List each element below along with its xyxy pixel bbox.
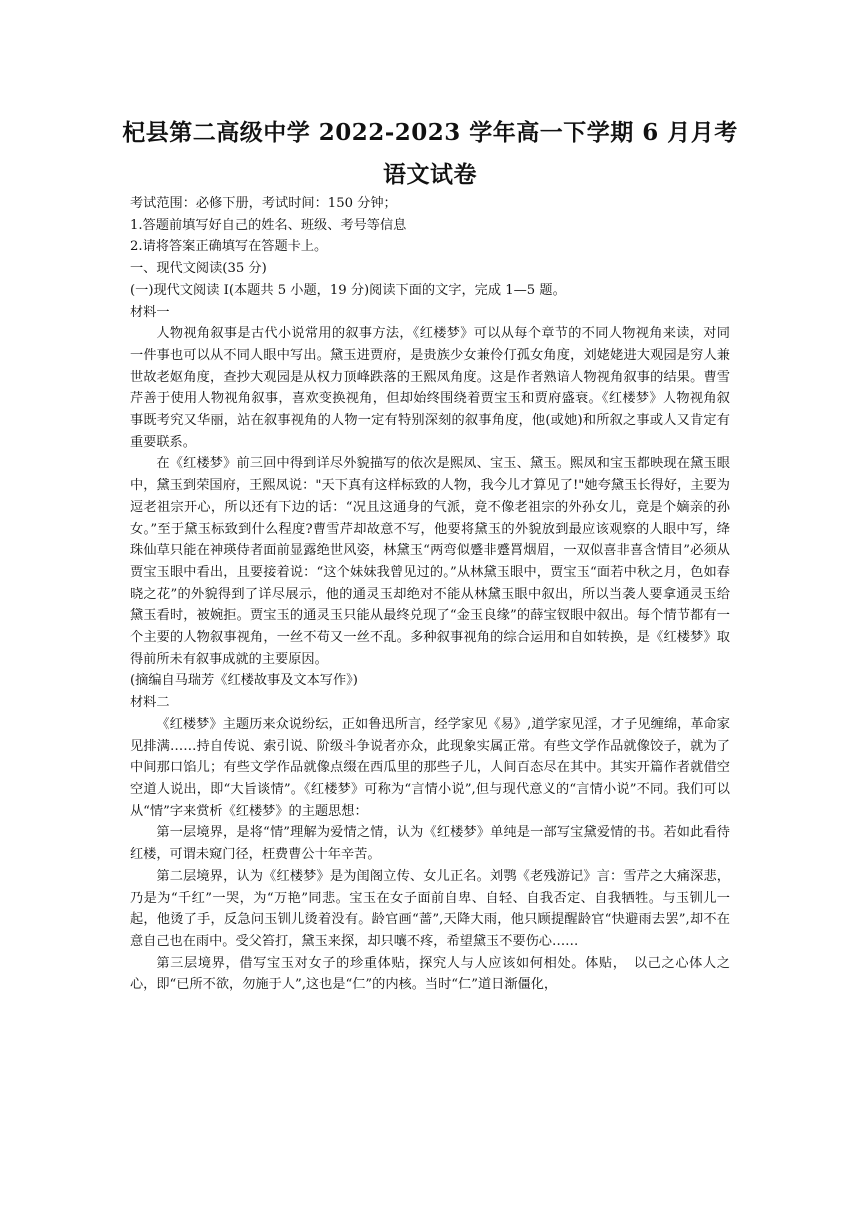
section-heading: 一、现代文阅读(35 分) bbox=[130, 261, 267, 277]
material-1-source: (摘编自马瑞芳《红楼故事及文本写作》) bbox=[130, 673, 358, 689]
subsection-heading: (一)现代文阅读 I(本题共 5 小题，19 分)阅读下面的文字，完成 1—5 题。 bbox=[130, 282, 566, 298]
exam-title: 杞县第二高级中学 2022-2023 学年高一下学期 6 月月考 bbox=[122, 119, 738, 146]
material-2-paragraph: 第三层境界，借写宝玉对女子的珍重体贴，探究人与人应该如何相处。体贴， 以己之心体人之心，即“已所不欲，勿施于人”,这也是“仁”的内核。当时“仁”道日渐僵化， bbox=[130, 955, 730, 993]
material-2-paragraph: 第二层境界，认为《红楼梦》是为闺阁立传、女儿正名。刘鹗《老残游记》言：雪芹之大痛深悲，乃是为“千红”一哭，为“万艳”同悲。宝玉在女子面前自卑、自轻、自我否定、自我牺牲。与玉钏儿一起，他烫了手，反急问玉钏儿烫着没有。龄官画“蔷”,天降大雨，他只顾提醒龄官“快避雨去罢”,却不在意自己也在雨中。受父笞打，黛玉来探，却只嚷不疼，希望黛玉不要伤心…… bbox=[130, 868, 730, 949]
material-2-label: 材料二 bbox=[130, 695, 170, 711]
instruction-1: 1.答题前填写好自己的姓名、班级、考号等信息 bbox=[130, 217, 407, 233]
material-2-paragraph: 第一层境界，是将“情”理解为爱情之情，认为《红楼梦》单纯是一部写宝黛爱情的书。若如此看待红楼，可谓未窥门径，枉费曹公十年辛苦。 bbox=[130, 825, 730, 863]
material-1-paragraph: 在《红楼梦》前三回中得到详尽外貌描写的依次是熙凤、宝玉、黛玉。熙凤和宝玉都映现在黛玉眼中，黛玉到荣国府，王熙凤说："天下真有这样标致的人物，我今儿才算见了!"她夸黛玉长得好，主要为逗老祖宗开心，所以还有下边的话：“况且这通身的气派，竟不像老祖宗的外孙女儿，竟是个嫡亲的孙女。”至于黛玉标致到什么程度?曹雪芹却故意不写，他要将黛玉的外貌放到最应该观察的人眼中写，绛珠仙草只能在神瑛侍者面前显露绝世风姿，林黛玉“两弯似蹙非蹙罥烟眉，一双似喜非喜含情目”必须从贾宝玉眼中看出，且要接着说：“这个妹妹我曾见过的。”从林黛玉眼中，贾宝玉“面若中秋之月，色如春晓之花”的外貌得到了详尽展示，他的通灵玉却绝对不能从林黛玉眼中叙出，所以当袭人要拿通灵玉给黛玉看时，被婉拒。贾宝玉的通灵玉只能从最终兑现了“金玉良缘”的薛宝钗眼中叙出。每个情节都有一个主要的人物叙事视角，一丝不苟又一丝不乱。多种叙事视角的综合运用和自如转换，是《红楼梦》取得前所未有叙事成就的主要原因。 bbox=[130, 456, 730, 667]
material-1-paragraph: 人物视角叙事是古代小说常用的叙事方法，《红楼梦》可以从每个章节的不同人物视角来读，对同一件事也可以从不同人眼中写出。黛玉进贾府，是贵族少女兼伶仃孤女角度，刘姥姥进大观园是穷人兼世故老妪角度，查抄大观园是从权力顶峰跌落的王熙凤角度。这是作者熟谙人物视角叙事的结果。曹雪芹善于使用人物视角叙事，喜欢变换视角，但却始终围绕着贾宝玉和贾府盛衰。《红楼梦》人物视角叙事既考究又华丽，站在叙事视角的人物一定有特别深刻的叙事角度，他(或她)和所叙之事或人又肯定有重要联系。 bbox=[130, 326, 730, 450]
material-1-label: 材料一 bbox=[130, 304, 170, 320]
exam-subtitle: 语文试卷 bbox=[383, 161, 477, 188]
instruction-2: 2.请将答案正确填写在答题卡上。 bbox=[130, 239, 328, 255]
material-2-paragraph: 《红楼梦》主题历来众说纷纭，正如鲁迅所言，经学家见《易》,道学家见淫，才子见缠绵，革命家见排满……持自传说、索引说、阶级斗争说者亦众，此现象实属正常。有些文学作品就像饺子，就为了中间那口馅儿；有些文学作品就像点缀在西瓜里的那些子儿，人间百态尽在其中。其实开篇作者就借空空道人说出，即“大旨谈情”。《红楼梦》可称为“言情小说”,但与现代意义的“言情小说”不同。我们可以从“情”字来赏析《红楼梦》的主题思想： bbox=[130, 716, 730, 819]
document-body bbox=[130, 193, 730, 996]
exam-scope: 考试范围：必修下册，考试时间：150 分钟； bbox=[130, 196, 397, 211]
